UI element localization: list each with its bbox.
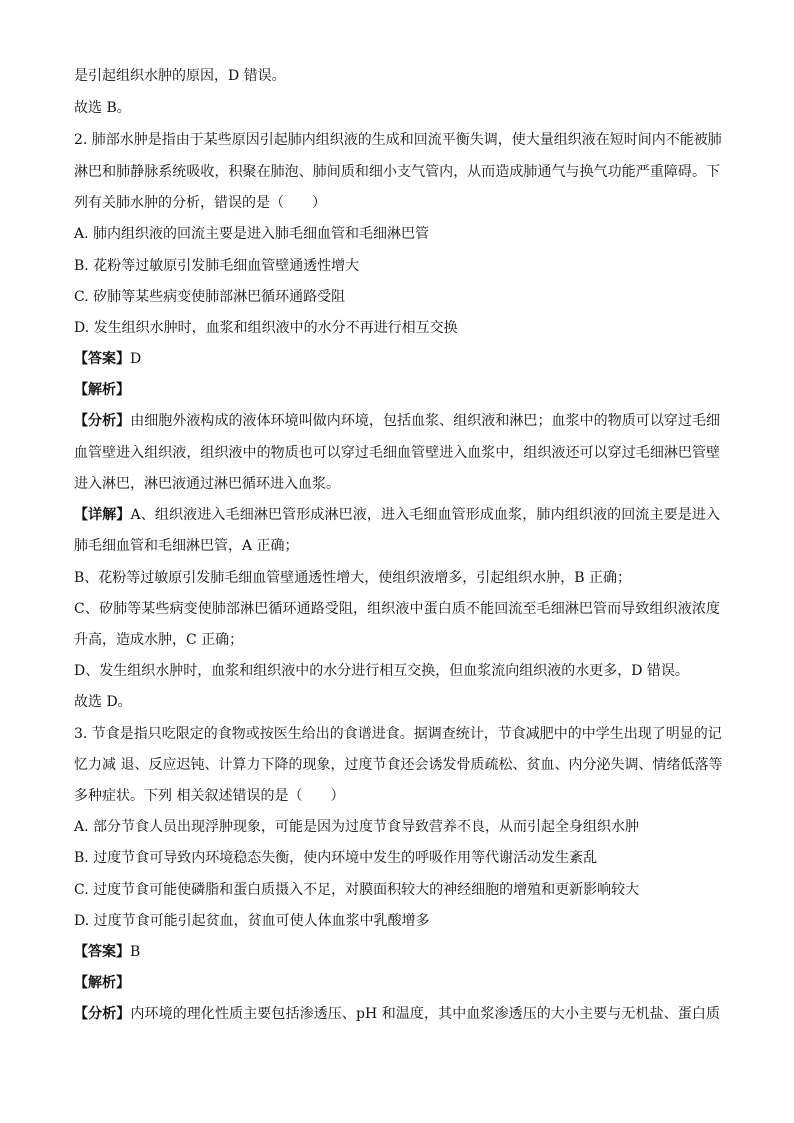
question-2-stem: 2. 肺部水肿是指由于某些原因引起肺内组织液的生成和回流平衡失调，使大量组织液在短时间内不能被肺 [74,132,722,148]
section-tag: 【解析】 [74,382,130,398]
option-d: D. 过度节食可能引起贫血，贫血可使人体血浆中乳酸增多 [74,913,430,929]
option-a: A. 部分节食人员出现浮肿现象，可能是因为过度节食导致营养不良，从而引起全身组织水肿 [74,819,640,835]
question-3-stem: 忆力减 退、反应迟钝、计算力下降的现象，过度节食还会诱发骨质疏松、贫血、内分泌失调、情绪低落等 [74,757,723,773]
analysis-text: 进入淋巴，淋巴液通过淋巴循环进入血浆。 [74,476,340,492]
section-tag: 【解析】 [74,975,130,991]
section-tag: 【详解】 [74,507,131,523]
analysis-text: 【分析】内环境的理化性质主要包括渗透压、pH 和温度，其中血浆渗透压的大小主要与无机盐、蛋白质 [74,1006,721,1022]
question-2-stem: 列有关肺水肿的分析，错误的是（ ） [74,195,326,211]
analysis-heading [74,973,130,993]
section-tag: 【答案】 [74,351,130,367]
section-tag: 【分析】 [74,413,131,429]
option-c: C. 过度节食可能使磷脂和蛋白质摄入不足，对膜面积较大的神经细胞的增殖和更新影响较大 [74,882,640,898]
section-tag: 【答案】 [74,944,130,960]
detail-text: B、花粉等过敏原引发肺毛细血管壁通透性增大，使组织液增多，引起组织水肿，B 正确； [74,570,632,586]
analysis-heading [74,380,130,400]
option-a: A. 肺内组织液的回流主要是进入肺毛细血管和毛细淋巴管 [74,226,430,242]
answer-line: 【答案】B [74,944,141,960]
option-b: B. 花粉等过敏原引发肺毛细血管壁通透性增大 [74,258,360,274]
text-line: 故选 D。 [74,694,132,710]
detail-text: D、发生组织水肿时，血浆和组织液中的水分进行相互交换，但血浆流向组织液的水更多，D 错误。 [74,663,689,679]
answer-line: 【答案】D [74,351,142,367]
text-line: 故选 B。 [74,100,131,116]
text-line: 是引起组织水肿的原因，D 错误。 [74,68,286,84]
section-tag: 【分析】 [74,1006,131,1022]
detail-text: 【详解】A、组织液进入毛细淋巴管形成淋巴液，进入毛细血管形成血浆，肺内组织液的回流主要是进入 [74,507,721,523]
detail-text: 升高，造成水肿，C 正确； [74,632,244,648]
question-2-stem: 淋巴和肺静脉系统吸收，积聚在肺泡、肺间质和细小支气管内，从而造成肺通气与换气功能严重障碍。下 [74,164,720,180]
option-c: C. 矽肺等某些病变使肺部淋巴循环通路受阻 [74,289,346,305]
analysis-text: 血管壁进入组织液，组织液中的物质也可以穿过毛细血管壁进入血浆中，组织液还可以穿过毛细淋巴管壁 [74,445,720,461]
option-b: B. 过度节食可导致内环境稳态失衡，使内环境中发生的呼吸作用等代谢活动发生紊乱 [74,850,598,866]
analysis-text: 【分析】由细胞外液构成的液体环境叫做内环境，包括血浆、组织液和淋巴；血浆中的物质可以穿过毛细 [74,413,721,429]
option-d: D. 发生组织水肿时，血浆和组织液中的水分不再进行相互交换 [74,320,458,336]
question-3-stem: 多种症状。下列 相关叙述错误的是（ ） [74,788,345,804]
question-3-stem: 3. 节食是指只吃限定的食物或按医生给出的食谱进食。据调查统计，节食减肥中的中学生出现了明显的记 [74,726,722,742]
detail-text: C、矽肺等某些病变使肺部淋巴循环通路受阻，组织液中蛋白质不能回流至毛细淋巴管而导致组织液浓度 [74,601,720,617]
detail-text: 肺毛细血管和毛细淋巴管，A 正确； [74,538,299,554]
